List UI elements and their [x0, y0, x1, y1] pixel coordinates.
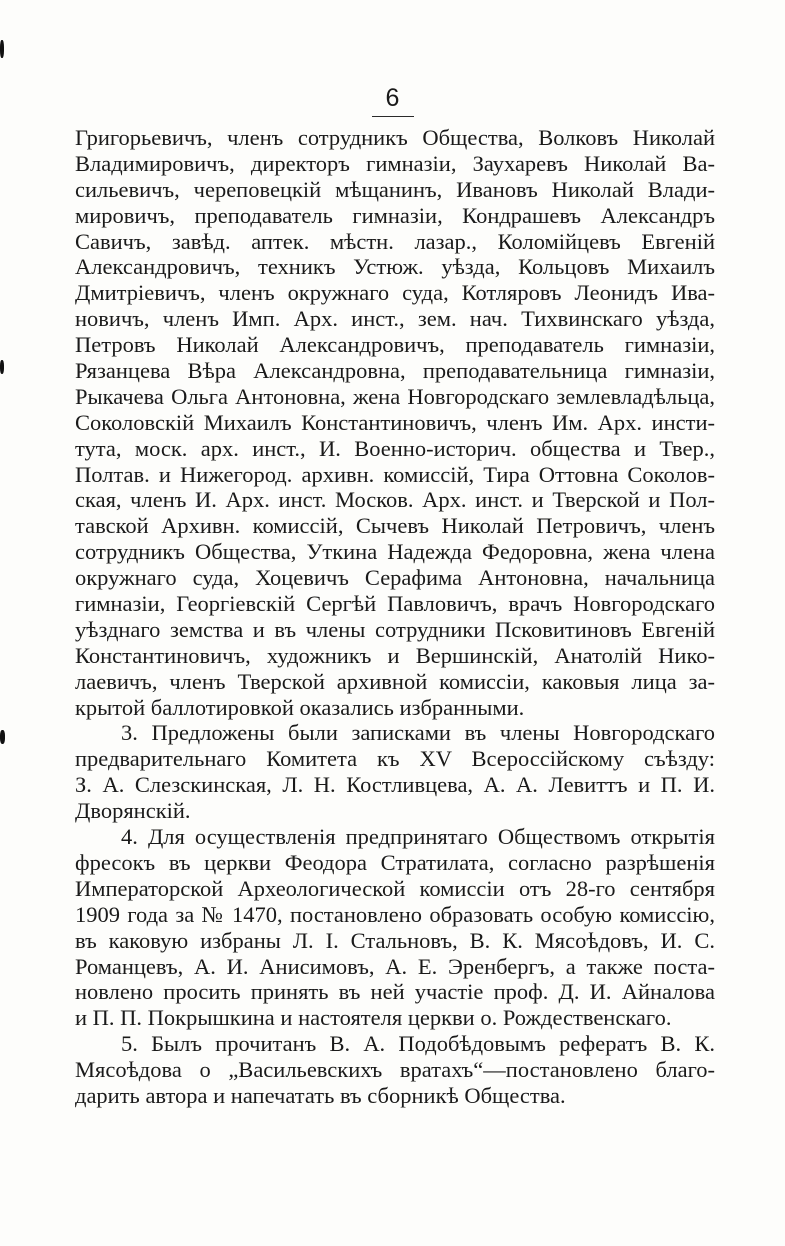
text-line: 5. Былъ прочитанъ В. А. Подобѣдовымъ рефератъ В. К. [121, 1031, 715, 1057]
text-line: тута, моск. арх. инст., И. Военно-историч. общества и Твер., [75, 435, 715, 461]
text-line: 4. Для осуществленія предпринятаго Обществомъ открытія [121, 824, 715, 850]
text-line: крытой баллотировкой оказались избранными. [75, 694, 525, 720]
text-line: новичъ, членъ Имп. Арх. инст., зем. нач. Тихвинскаго уѣзда, [75, 306, 715, 332]
paragraph-5 [75, 1031, 715, 1109]
text-line: сотрудникъ Общества, Уткина Надежда Федоровна, жена члена [75, 539, 715, 565]
text-line: Владимировичъ, директоръ гимназіи, Заухаревъ Николай Ва- [75, 150, 715, 176]
text-line: Петровъ Николай Александровичъ, преподаватель гимназіи, [75, 332, 715, 358]
text-line: Романцевъ, А. И. Анисимовъ, А. Е. Эренбергъ, а также поста- [75, 953, 715, 979]
text-line: тавской Архивн. комиссій, Сычевъ Николай Петровичъ, членъ [75, 513, 715, 539]
text-line: предварительнаго Комитета къ XV Всероссійскому съѣзду: [75, 746, 715, 772]
text-line: въ каковую избраны Л. І. Стальновъ, В. К. Мясоѣдовъ, И. С. [75, 927, 715, 953]
text-line: Григорьевичъ, членъ сотрудникъ Общества, Волковъ Николай [75, 125, 715, 150]
text-line: Дворянскій. [75, 798, 191, 824]
text-line: новлено просить принять въ ней участіе проф. Д. И. Айналова [75, 979, 715, 1005]
scan-mark [0, 40, 4, 58]
text-line: 1909 года за № 1470, постановлено образовать особую комиссію, [75, 901, 715, 927]
text-line: Константиновичъ, художникъ и Вершинскій, Анатолій Нико- [75, 642, 715, 668]
paragraph-3 [75, 720, 715, 824]
text-line: мировичъ, преподаватель гимназіи, Кондрашевъ Александръ [75, 202, 715, 228]
page-number-rule [372, 116, 414, 117]
page-number: 6 [385, 84, 400, 112]
text-line: Императорской Археологической комиссіи отъ 28-го сентября [75, 875, 715, 901]
body-text [75, 125, 715, 1109]
text-line: фресокъ въ церкви Феодора Стратилата, согласно разрѣшенія [75, 849, 715, 875]
text-line: лаевичъ, членъ Тверской архивной комиссіи, каковыя лица за- [75, 668, 715, 694]
text-line: Мясоѣдова о „Васильевскихъ вратахъ“—постановлено благо- [75, 1057, 715, 1083]
text-line: окружнаго суда, Хоцевичъ Серафима Антоновна, начальница [75, 565, 715, 591]
text-line: гимназіи, Георгіевскій Сергѣй Павловичъ, врачъ Новгородскаго [75, 591, 715, 617]
text-line: ская, членъ И. Арх. инст. Москов. Арх. инст. и Тверской и Пол- [75, 487, 715, 513]
text-line: Александровичъ, техникъ Устюж. уѣзда, Кольцовъ Михаилъ [75, 254, 715, 280]
text-line: 3. Предложены были записками въ члены Новгородскаго [121, 720, 715, 746]
text-line: З. А. Слезскинская, Л. Н. Костливцева, А. А. Левиттъ и П. И. [75, 772, 715, 798]
text-line: Полтав. и Нижегород. архивн. комиссій, Тира Оттовна Соколов- [75, 461, 715, 487]
text-line: Савичъ, завѣд. аптек. мѣстн. лазар., Коломійцевъ Евгеній [75, 228, 715, 254]
paragraph-4 [75, 824, 715, 1031]
scan-mark [0, 360, 4, 374]
scan-mark [0, 730, 5, 744]
text-line: Рыкачева Ольга Антоновна, жена Новгородскаго землевладѣльца, [75, 383, 715, 409]
text-line: дарить автора и напечатать въ сборникѣ Общества. [75, 1082, 566, 1108]
text-line: сильевичъ, череповецкій мѣщанинъ, Ивановъ Николай Влади- [75, 176, 715, 202]
text-line: Рязанцева Вѣра Александровна, преподавательница гимназіи, [75, 358, 715, 384]
text-line: и П. П. Покрышкина и настоятеля церкви о. Рождественскаго. [75, 1005, 672, 1031]
paragraph-members [75, 125, 715, 720]
text-line: Дмитріевичъ, членъ окружнаго суда, Котляровъ Леонидъ Ива- [75, 280, 715, 306]
text-line: уѣзднаго земства и въ члены сотрудники Псковитиновъ Евгеній [75, 616, 715, 642]
text-line: Соколовскій Михаилъ Константиновичъ, членъ Им. Арх. инсти- [75, 409, 715, 435]
